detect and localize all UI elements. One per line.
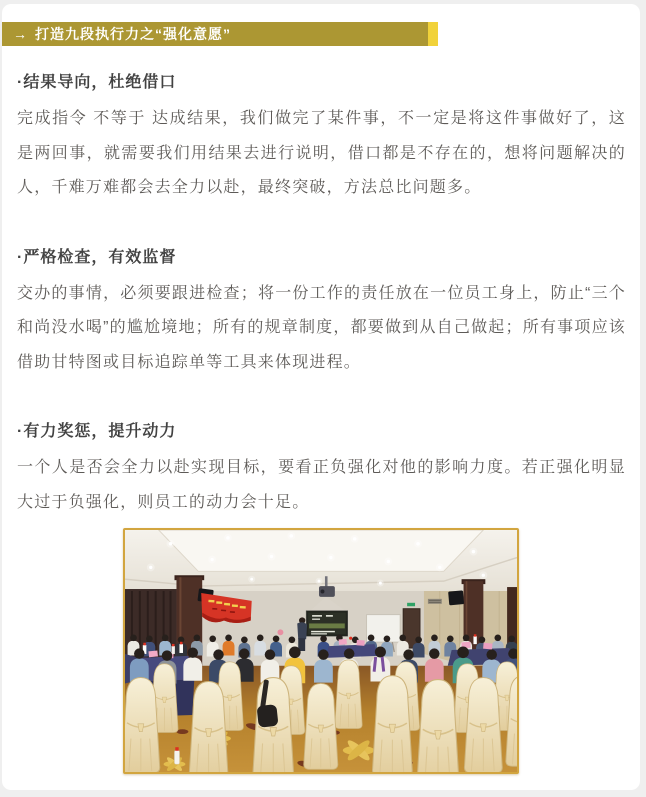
section-paragraph: 一个人是否会全力以赴实现目标，要看正负强化对他的影响力度。若正强化明显大过于负强化，则员工的动力会十足。 (17, 459, 626, 511)
section-motivation (17, 421, 626, 520)
seminar-photo (123, 528, 519, 774)
section-heading: ·结果导向，杜绝借口 (17, 74, 177, 91)
projection-screen (306, 611, 348, 637)
banner-title-text: 打造九段执行力之“强化意愿” (35, 26, 231, 42)
sling-bag (257, 704, 279, 728)
section-heading: ·有力奖惩，提升动力 (17, 423, 177, 440)
section-banner (2, 22, 438, 46)
banner-accent-stripe (428, 22, 438, 46)
exit-sign (407, 603, 415, 606)
arrow-icon: → (13, 26, 28, 42)
section-paragraph: 交办的事情，必须要跟进检查；将一份工作的责任放在一位员工身上，防止“三个和尚没水喝”的尴尬境地；所有的规章制度，都要做到从自己做起；所有事项应该借助甘特图或目标追踪单等工具来体现进程。 (17, 284, 626, 371)
speaker-right (448, 590, 464, 605)
section-heading: ·严格检查，有效监督 (17, 248, 177, 266)
section-paragraph: 完成指令 不等于 达成结果，我们做完了某件事，不一定是将这件事做好了，这是两回事，就需要我们用结果去进行说明，借口都是不存在的，想将问题解决的人，千难万难都会去全力以赴，最终突破，方法总比问题多。 (17, 110, 626, 196)
article-body (2, 72, 640, 520)
ac-vent (428, 599, 442, 604)
banner-title (2, 24, 231, 44)
article-card (2, 4, 640, 790)
section-results (17, 72, 626, 206)
section-inspection (17, 247, 626, 381)
seminar-photo-illustration (125, 530, 517, 772)
